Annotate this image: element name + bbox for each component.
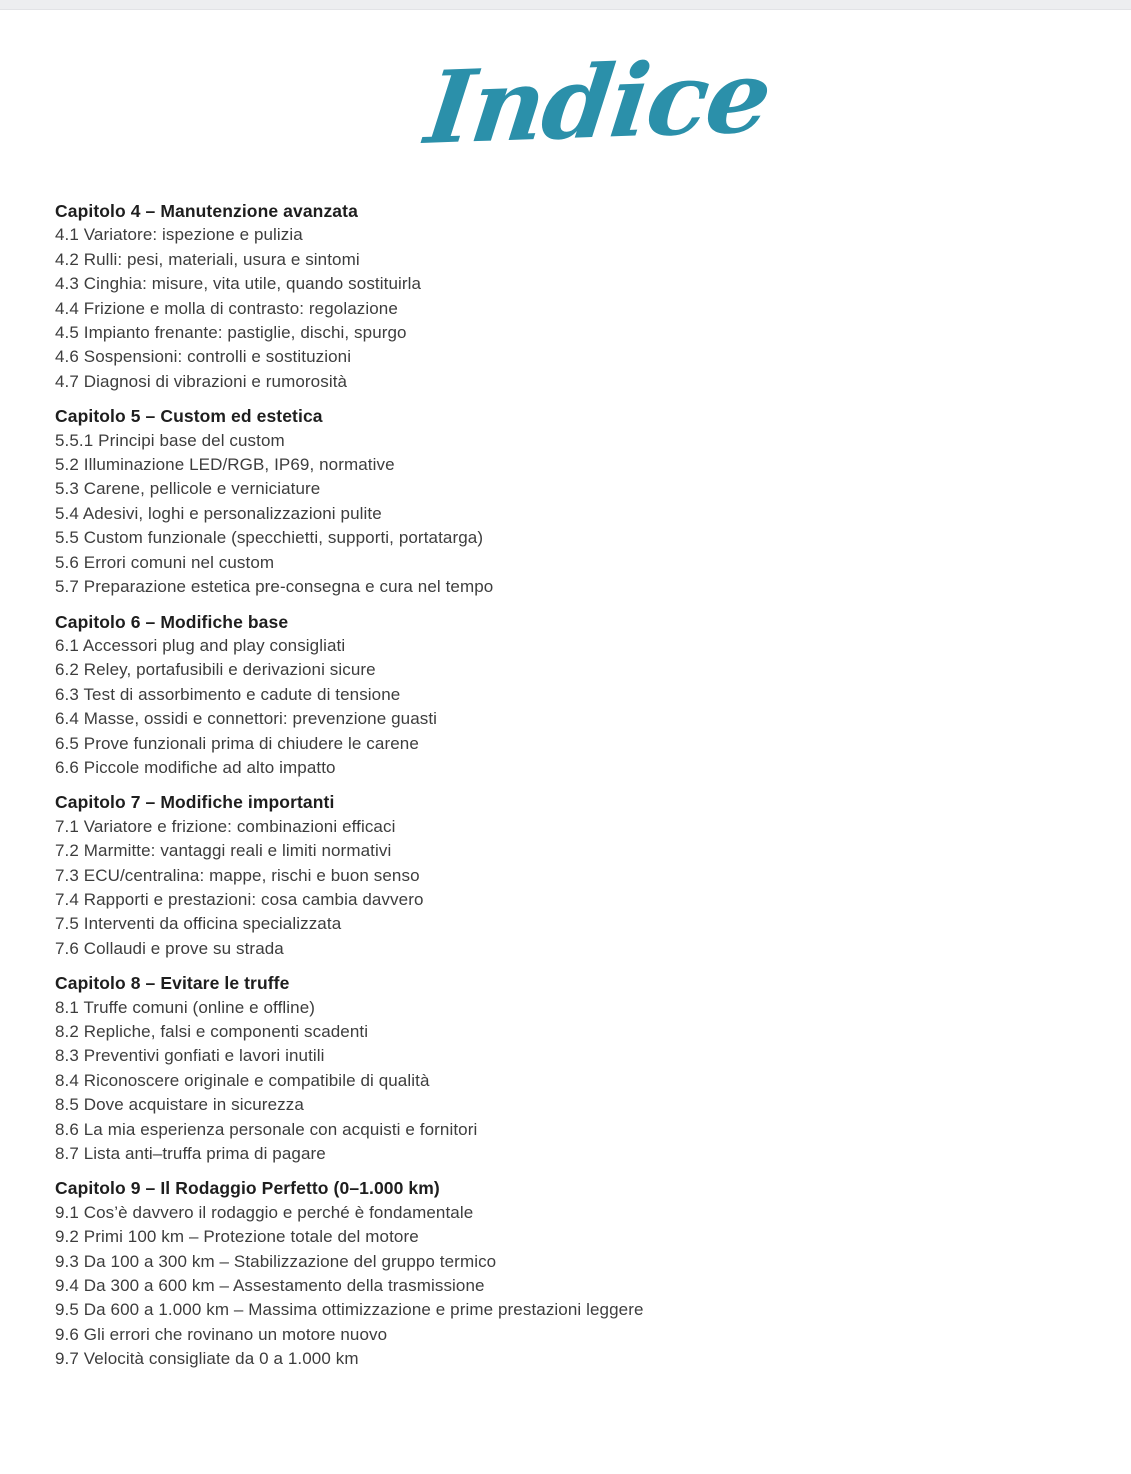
chapter-heading: Capitolo 6 – Modifiche base — [55, 611, 289, 632]
toc-item: 8.5 Dove acquistare in sicurezza — [55, 1095, 304, 1115]
toc-item: 7.1 Variatore e frizione: combinazioni efficaci — [55, 816, 396, 836]
chapter-heading: Capitolo 4 – Manutenzione avanzata — [55, 201, 358, 221]
chapter-section — [55, 790, 1131, 961]
toc-item: 4.1 Variatore: ispezione e pulizia — [55, 225, 303, 245]
top-window-strip — [0, 0, 1131, 10]
toc-item: 7.5 Interventi da officina specializzata — [55, 914, 342, 934]
toc-item: 5.4 Adesivi, loghi e personalizzazioni pulite — [55, 503, 382, 523]
toc-item: 6.3 Test di assorbimento e cadute di tensione — [55, 684, 401, 704]
toc-item: 9.6 Gli errori che rovinano un motore nuovo — [55, 1324, 388, 1344]
chapter-heading: Capitolo 8 – Evitare le truffe — [55, 973, 290, 994]
toc-item: 5.2 Illuminazione LED/RGB, IP69, normative — [55, 455, 395, 475]
toc-item: 4.3 Cinghia: misure, vita utile, quando sostituirla — [55, 274, 422, 294]
toc — [55, 199, 1131, 1372]
toc-item: 8.4 Riconoscere originale e compatibile di qualità — [55, 1070, 430, 1090]
toc-item: 9.4 Da 300 a 600 km – Assestamento della trasmissione — [55, 1276, 485, 1296]
toc-item: 4.7 Diagnosi di vibrazioni e rumorosità — [55, 371, 348, 391]
chapter-heading: Capitolo 7 – Modifiche importanti — [55, 792, 335, 813]
toc-item: 9.1 Cos’è davvero il rodaggio e perché è fondamentale — [55, 1202, 474, 1222]
toc-item: 6.1 Accessori plug and play consigliati — [55, 635, 346, 655]
toc-item: 9.2 Primi 100 km – Protezione totale del motore — [55, 1227, 419, 1247]
toc-item: 8.1 Truffe comuni (online e offline) — [55, 997, 316, 1017]
toc-item: 4.6 Sospensioni: controlli e sostituzioni — [55, 347, 352, 367]
toc-item: 6.5 Prove funzionali prima di chiudere le carene — [55, 733, 419, 753]
chapter-heading: Capitolo 9 – Il Rodaggio Perfetto (0–1.000 km) — [55, 1178, 440, 1199]
toc-item: 9.5 Da 600 a 1.000 km – Massima ottimizzazione e prime prestazioni leggere — [55, 1300, 644, 1320]
chapter-section — [55, 1176, 1131, 1371]
toc-item: 9.3 Da 100 a 300 km – Stabilizzazione del gruppo termico — [55, 1251, 497, 1271]
toc-item: 7.2 Marmitte: vantaggi reali e limiti normativi — [55, 841, 392, 861]
toc-item: 6.4 Masse, ossidi e connettori: prevenzione guasti — [55, 709, 438, 729]
toc-item: 7.6 Collaudi e prove su strada — [55, 938, 284, 958]
chapter-section — [55, 404, 1131, 599]
toc-item: 4.4 Frizione e molla di contrasto: regolazione — [55, 298, 398, 318]
toc-item: 9.7 Velocità consigliate da 0 a 1.000 km — [55, 1349, 359, 1369]
toc-item: 4.2 Rulli: pesi, materiali, usura e sintomi — [55, 249, 360, 269]
toc-item: 5.6 Errori comuni nel custom — [55, 552, 275, 572]
toc-item: 8.6 La mia esperienza personale con acquisti e fornitori — [55, 1119, 478, 1139]
title-area — [0, 32, 1131, 172]
toc-item: 7.4 Rapporti e prestazioni: cosa cambia davvero — [55, 889, 424, 909]
toc-item: 6.6 Piccole modifiche ad alto impatto — [55, 757, 336, 777]
chapter-section — [55, 199, 1131, 394]
toc-item: 5.3 Carene, pellicole e verniciature — [55, 479, 321, 499]
page-title: Indice — [419, 37, 776, 167]
toc-item: 8.3 Preventivi gonfiati e lavori inutili — [55, 1046, 325, 1066]
chapter-section — [55, 971, 1131, 1166]
toc-item: 8.7 Lista anti–truffa prima di pagare — [55, 1144, 326, 1164]
toc-item: 4.5 Impianto frenante: pastiglie, dischi, spurgo — [55, 323, 407, 343]
toc-item: 6.2 Reley, portafusibili e derivazioni sicure — [55, 660, 376, 680]
toc-item: 5.7 Preparazione estetica pre-consegna e cura nel tempo — [55, 577, 494, 597]
toc-item: 5.5.1 Principi base del custom — [55, 430, 285, 450]
toc-item: 8.2 Repliche, falsi e componenti scadenti — [55, 1022, 369, 1041]
chapter-heading: Capitolo 5 – Custom ed estetica — [55, 406, 323, 427]
toc-item: 7.3 ECU/centralina: mappe, rischi e buon senso — [55, 865, 420, 885]
chapter-section — [55, 610, 1131, 781]
toc-item: 5.5 Custom funzionale (specchietti, supporti, portatarga) — [55, 528, 484, 548]
